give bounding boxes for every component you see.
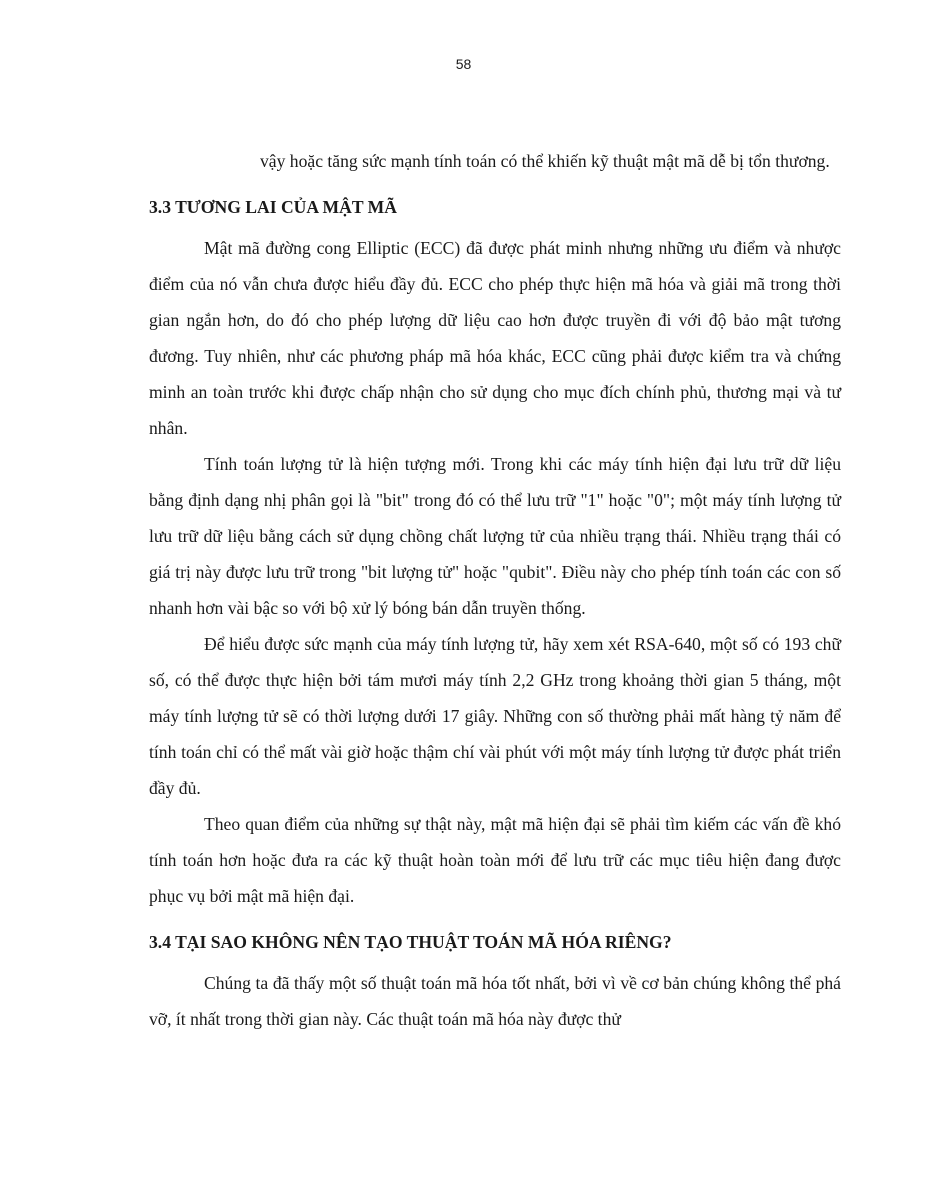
- document-body: [149, 143, 841, 1037]
- continuation-paragraph: vậy hoặc tăng sức mạnh tính toán có thể khiến kỹ thuật mật mã dễ bị tổn thương.: [260, 151, 830, 171]
- paragraph: Tính toán lượng tử là hiện tượng mới. Trong khi các máy tính hiện đại lưu trữ dữ liệu bằng định dạng nhị phân gọi là "bit" trong đó có thể lưu trữ "1" hoặc "0"; một máy tính lượng tử lưu trữ dữ liệu bằng cách sử dụng chồng chất lượng tử của nhiều trạng thái. Nhiều trạng thái có giá trị này được lưu trữ trong "bit lượng tử" hoặc "qubit". Điều này cho phép tính toán các con số nhanh hơn vài bậc so với bộ xử lý bóng bán dẫn truyền thống.: [149, 454, 841, 618]
- paragraph: Mật mã đường cong Elliptic (ECC) đã được phát minh nhưng những ưu điểm và nhược điểm của nó vẫn chưa được hiểu đầy đủ. ECC cho phép thực hiện mã hóa và giải mã trong thời gian ngắn hơn, do đó cho phép lượng dữ liệu cao hơn được truyền đi với độ bảo mật tương đương. Tuy nhiên, như các phương pháp mã hóa khác, ECC cũng phải được kiểm tra và chứng minh an toàn trước khi được chấp nhận cho sử dụng cho mục đích chính phủ, thương mại và tư nhân.: [149, 238, 841, 438]
- paragraph: Theo quan điểm của những sự thật này, mật mã hiện đại sẽ phải tìm kiếm các vấn đề khó tính toán hơn hoặc đưa ra các kỹ thuật hoàn toàn mới để lưu trữ các mục tiêu hiện đang được phục vụ bởi mật mã hiện đại.: [149, 814, 841, 906]
- paragraph: Chúng ta đã thấy một số thuật toán mã hóa tốt nhất, bởi vì về cơ bản chúng không thể phá vỡ, ít nhất trong thời gian này. Các thuật toán mã hóa này được thử: [149, 973, 841, 1029]
- page-number: 58: [455, 56, 472, 72]
- section-heading-3-3: 3.3 TƯƠNG LAI CỦA MẬT MÃ: [149, 197, 397, 217]
- section-heading-3-4: 3.4 TẠI SAO KHÔNG NÊN TẠO THUẬT TOÁN MÃ HÓA RIÊNG?: [149, 932, 672, 952]
- paragraph: Để hiểu được sức mạnh của máy tính lượng tử, hãy xem xét RSA-640, một số có 193 chữ số, có thể được thực hiện bởi tám mươi máy tính 2,2 GHz trong khoảng thời gian 5 tháng, một máy tính lượng tử sẽ có thời lượng dưới 17 giây. Những con số thường phải mất hàng tỷ năm để tính toán chỉ có thể mất vài giờ hoặc thậm chí vài phút với một máy tính lượng tử được phát triển đầy đủ.: [149, 634, 841, 798]
